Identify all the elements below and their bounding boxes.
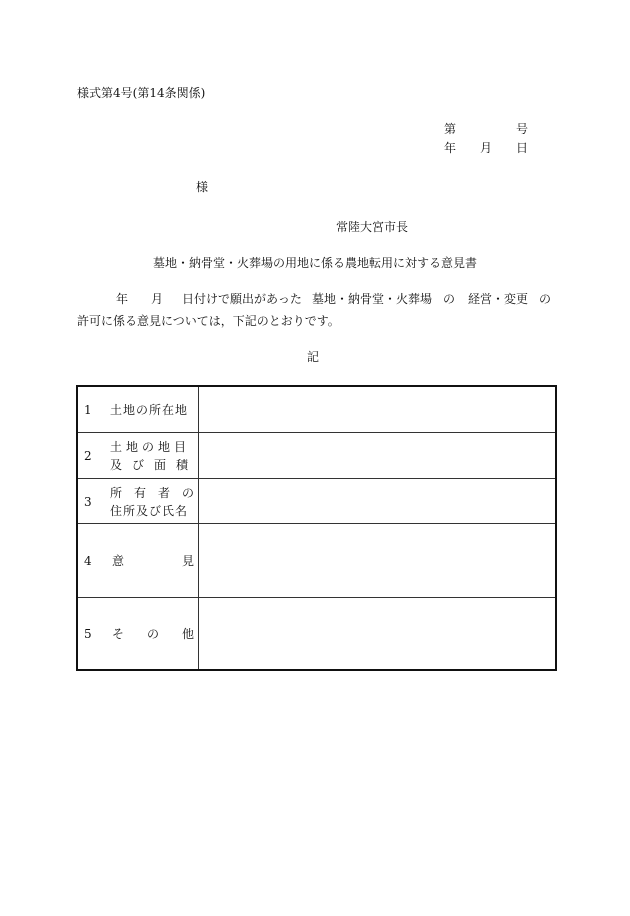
row-label-owner-address-name: 住所及び氏名 xyxy=(110,504,189,518)
row-label-cell xyxy=(78,598,199,669)
row-label-opinion-right: 見 xyxy=(182,554,195,568)
row-value-opinion[interactable] xyxy=(199,524,555,597)
row-label-land-category: 土地の地目 xyxy=(110,440,191,454)
table-row xyxy=(78,387,555,433)
row-label-other-a: そ xyxy=(112,627,125,641)
body-text-application: 日付けで願出があった xyxy=(182,292,302,306)
row-label-other-c: 他 xyxy=(182,627,195,641)
body-particle-no: の xyxy=(443,292,456,306)
row-value-owner[interactable] xyxy=(199,479,555,523)
date-month-label: 月 xyxy=(480,141,493,155)
date-day-label: 日 xyxy=(516,141,529,155)
row-label-cell xyxy=(78,433,199,478)
row-value-land-category-area[interactable] xyxy=(199,433,555,478)
row-label-owner: 所有者の xyxy=(110,486,207,500)
opinion-table xyxy=(76,385,557,671)
issuer-name: 常陸大宮市長 xyxy=(336,220,409,234)
row-number: 1 xyxy=(84,403,92,417)
body-month-label: 月 xyxy=(151,292,164,306)
addressee-honorific: 様 xyxy=(196,180,209,194)
body-particle-wo: の xyxy=(539,292,552,306)
row-number: 5 xyxy=(84,627,92,641)
row-number: 2 xyxy=(84,449,92,463)
row-value-other[interactable] xyxy=(199,598,555,669)
row-label-cell xyxy=(78,524,199,597)
row-label-cell xyxy=(78,387,199,432)
row-number: 4 xyxy=(84,554,92,568)
body-facility-options: 墓地・納骨堂・火葬場 xyxy=(312,292,433,306)
form-number: 様式第4号(第14条関係) xyxy=(77,86,206,100)
row-label-other-b: の xyxy=(147,627,160,641)
document-title: 墓地・納骨堂・火葬場の用地に係る農地転用に対する意見書 xyxy=(152,256,477,270)
body-line-2: 許可に係る意見については，下記のとおりです。 xyxy=(77,314,340,328)
row-label-location: 土地の所在地 xyxy=(110,403,189,417)
document-number-prefix: 第 xyxy=(444,122,457,136)
row-label-opinion-left: 意 xyxy=(112,554,125,568)
table-row xyxy=(78,598,555,669)
table-row xyxy=(78,433,555,479)
row-number: 3 xyxy=(84,495,92,509)
date-year-label: 年 xyxy=(444,141,457,155)
row-label-area: 及び面積 xyxy=(110,458,199,472)
ki-marker: 記 xyxy=(307,350,320,364)
body-action-options: 経営・変更 xyxy=(468,292,529,306)
document-number-suffix: 号 xyxy=(516,122,529,136)
row-label-cell xyxy=(78,479,207,523)
body-year-label: 年 xyxy=(116,292,129,306)
table-row xyxy=(78,524,555,598)
row-value-location[interactable] xyxy=(199,387,555,432)
table-row xyxy=(78,479,555,524)
